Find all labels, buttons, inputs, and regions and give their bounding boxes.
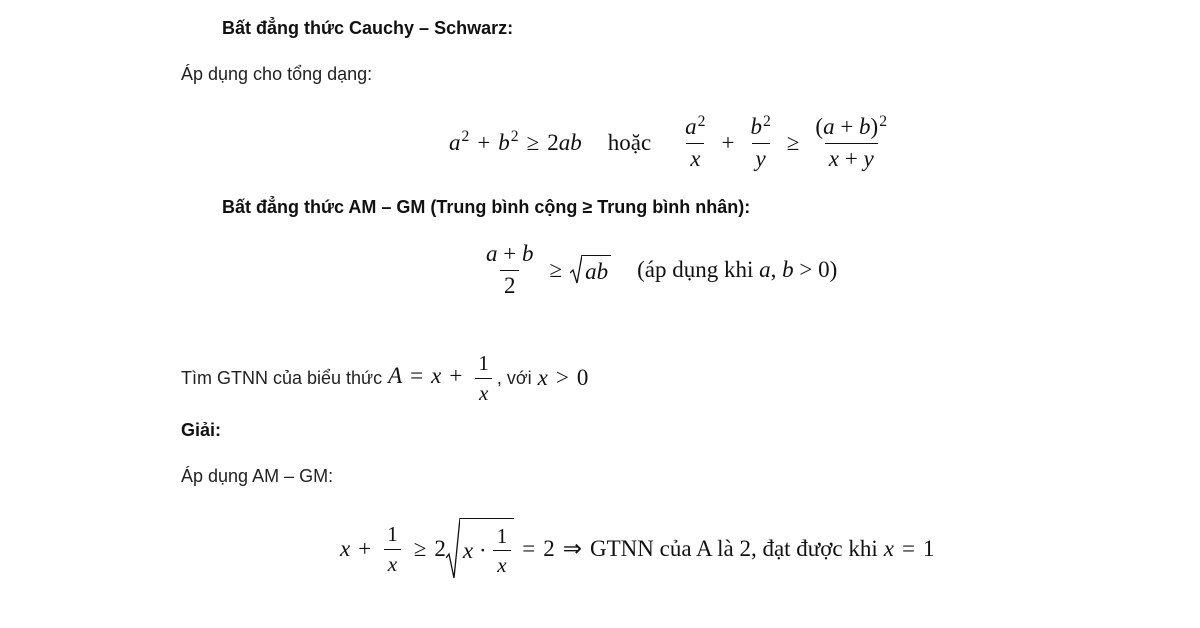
radical-sign-icon — [570, 255, 582, 285]
sqrt-ab: ab — [570, 255, 611, 285]
solution-label: Giải: — [181, 420, 222, 440]
expression-x-positive: x > 0 — [537, 365, 589, 390]
amgm-formula: $\frac{a + b}{2}$ ≥ ab (áp dụng khi a, b > 0) — [478, 236, 837, 304]
sqrt-x-times-1-over-x: x · $\frac{1}{x}$ — [446, 518, 514, 580]
or-word: hoặc — [607, 130, 652, 155]
problem-mid: , với — [496, 367, 532, 388]
problem-statement — [181, 346, 588, 410]
fraction-a2-over-x: $\frac{a^2}{x}$ — [685, 112, 706, 171]
conclusion-text: GTNN của A là 2, đạt được khi — [589, 536, 878, 561]
amgm-condition: (áp dụng khi a, b > 0) — [637, 257, 838, 282]
cauchy-apply-text: Áp dụng cho tổng dạng: — [181, 64, 373, 84]
solution-apply-text: Áp dụng AM – GM: — [181, 466, 334, 486]
fraction-b2-over-y: $\frac{b^2}{y}$ — [750, 112, 771, 171]
problem-prefix: Tìm GTNN của biểu thức — [181, 367, 383, 388]
expression-A: A = x + $\frac{1}{x}$ — [388, 352, 497, 403]
cauchy-heading: Bất đẳng thức Cauchy – Schwarz: — [222, 18, 514, 38]
amgm-heading: Bất đẳng thức AM – GM (Trung bình cộng ≥ Trung bình nhân): — [222, 197, 751, 217]
fraction-a-plus-b-over-2: $\frac{a + b}{2}$ — [486, 241, 534, 298]
cauchy-formula: $a^2 + b^2 \ge 2ab$ hoặc $\frac{a^2}{x}$ + $\frac{b^2}{y}$ ≥ $\frac{(a + b)^2}{x + y}$ — [449, 108, 895, 178]
solution-formula: x + $\frac{1}{x}$ ≥ 2 x · $\frac{1}{x}$ = 2 ⇒ GTNN của A là 2, đạt được khi x = 1 — [340, 514, 934, 584]
fraction-1-over-x: $\frac{1}{x}$ — [383, 523, 402, 574]
radical-sign-icon — [446, 518, 460, 580]
formula-a2-b2: $a^2 + b^2 \ge 2ab$ — [449, 128, 582, 155]
fraction-sum-squared: $\frac{(a + b)^2}{x + y}$ — [815, 112, 888, 171]
